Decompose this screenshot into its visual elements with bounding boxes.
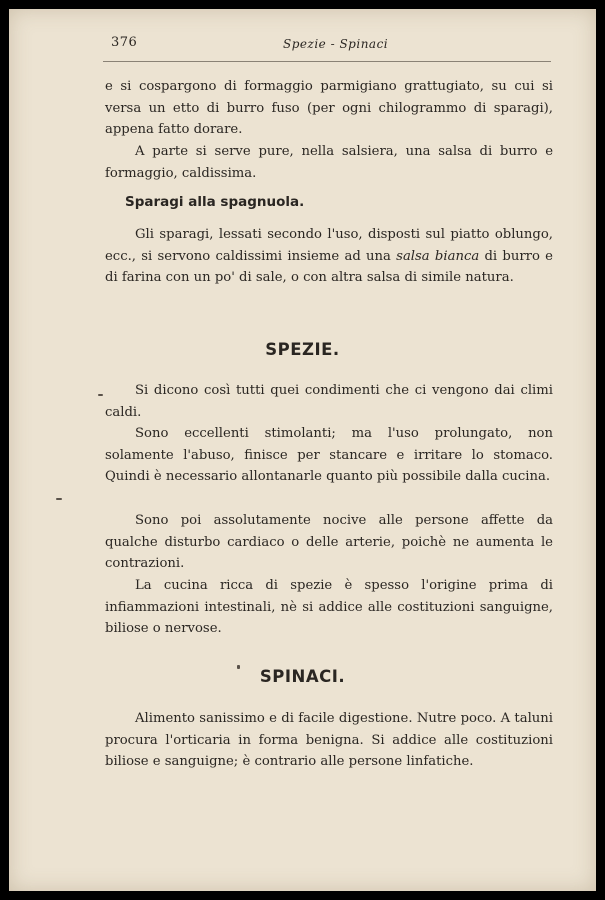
section-heading-spinaci: SPINACI. (259, 667, 346, 686)
section-heading-spezie: SPEZIE. (265, 340, 340, 359)
continuation-paragraph: e si cospargono di formaggio parmigiano grattugiato, su cui si versa un etto di burro fuso (per ogni chilogrammo di sparagi), appena fatto dorare. (105, 79, 553, 138)
ink-speck (98, 394, 103, 396)
book-page (9, 9, 596, 891)
running-title: Spezie - Spinaci (283, 37, 389, 51)
spezie-paragraph: Si dicono così tutti quei condimenti che ci vengono dai climi caldi. (105, 383, 553, 420)
recipe-text-before: Gli sparagi, lessati secondo l'uso, disposti sul piatto oblungo, ecc., si servono caldissimi insieme ad una (105, 227, 553, 264)
running-head (103, 35, 551, 62)
page-number: 376 (111, 35, 138, 50)
recipe-text-after: di burro e di farina con un po' di sale, o con altra salsa di simile natura. (105, 248, 553, 286)
spezie-paragraph: La cucina ricca di spezie è spesso l'origine prima di infiammazioni intestinali, nè si addice alle costituzioni sanguigne, biliose o nervose. (105, 578, 553, 637)
recipe-heading: Sparagi alla spagnuola. (125, 194, 305, 210)
ink-speck (237, 665, 240, 669)
spezie-paragraph: Sono eccellenti stimolanti; ma l'uso prolungato, non solamente l'abuso, finisce per stancare e irritare lo stomaco. Quindi è necessario allontanarle quanto più possibile dalla cucina. (105, 426, 553, 485)
recipe-paragraph (105, 224, 553, 289)
sauce-paragraph: A parte si serve pure, nella salsiera, una salsa di burro e formaggio, caldissima. (105, 144, 553, 181)
recipe-text-italic: salsa bianca (396, 248, 480, 264)
spezie-paragraph: Sono poi assolutamente nocive alle persone affette da qualche disturbo cardiaco o delle arterie, poichè ne aumenta le contrazioni. (105, 513, 553, 572)
ink-speck (56, 498, 62, 500)
spinaci-paragraph: Alimento sanissimo e di facile digestione. Nutre poco. A taluni procura l'orticaria in forma benigna. Si addice alle costituzioni biliose e sanguigne; è contrario alle persone linfatiche. (105, 711, 553, 770)
